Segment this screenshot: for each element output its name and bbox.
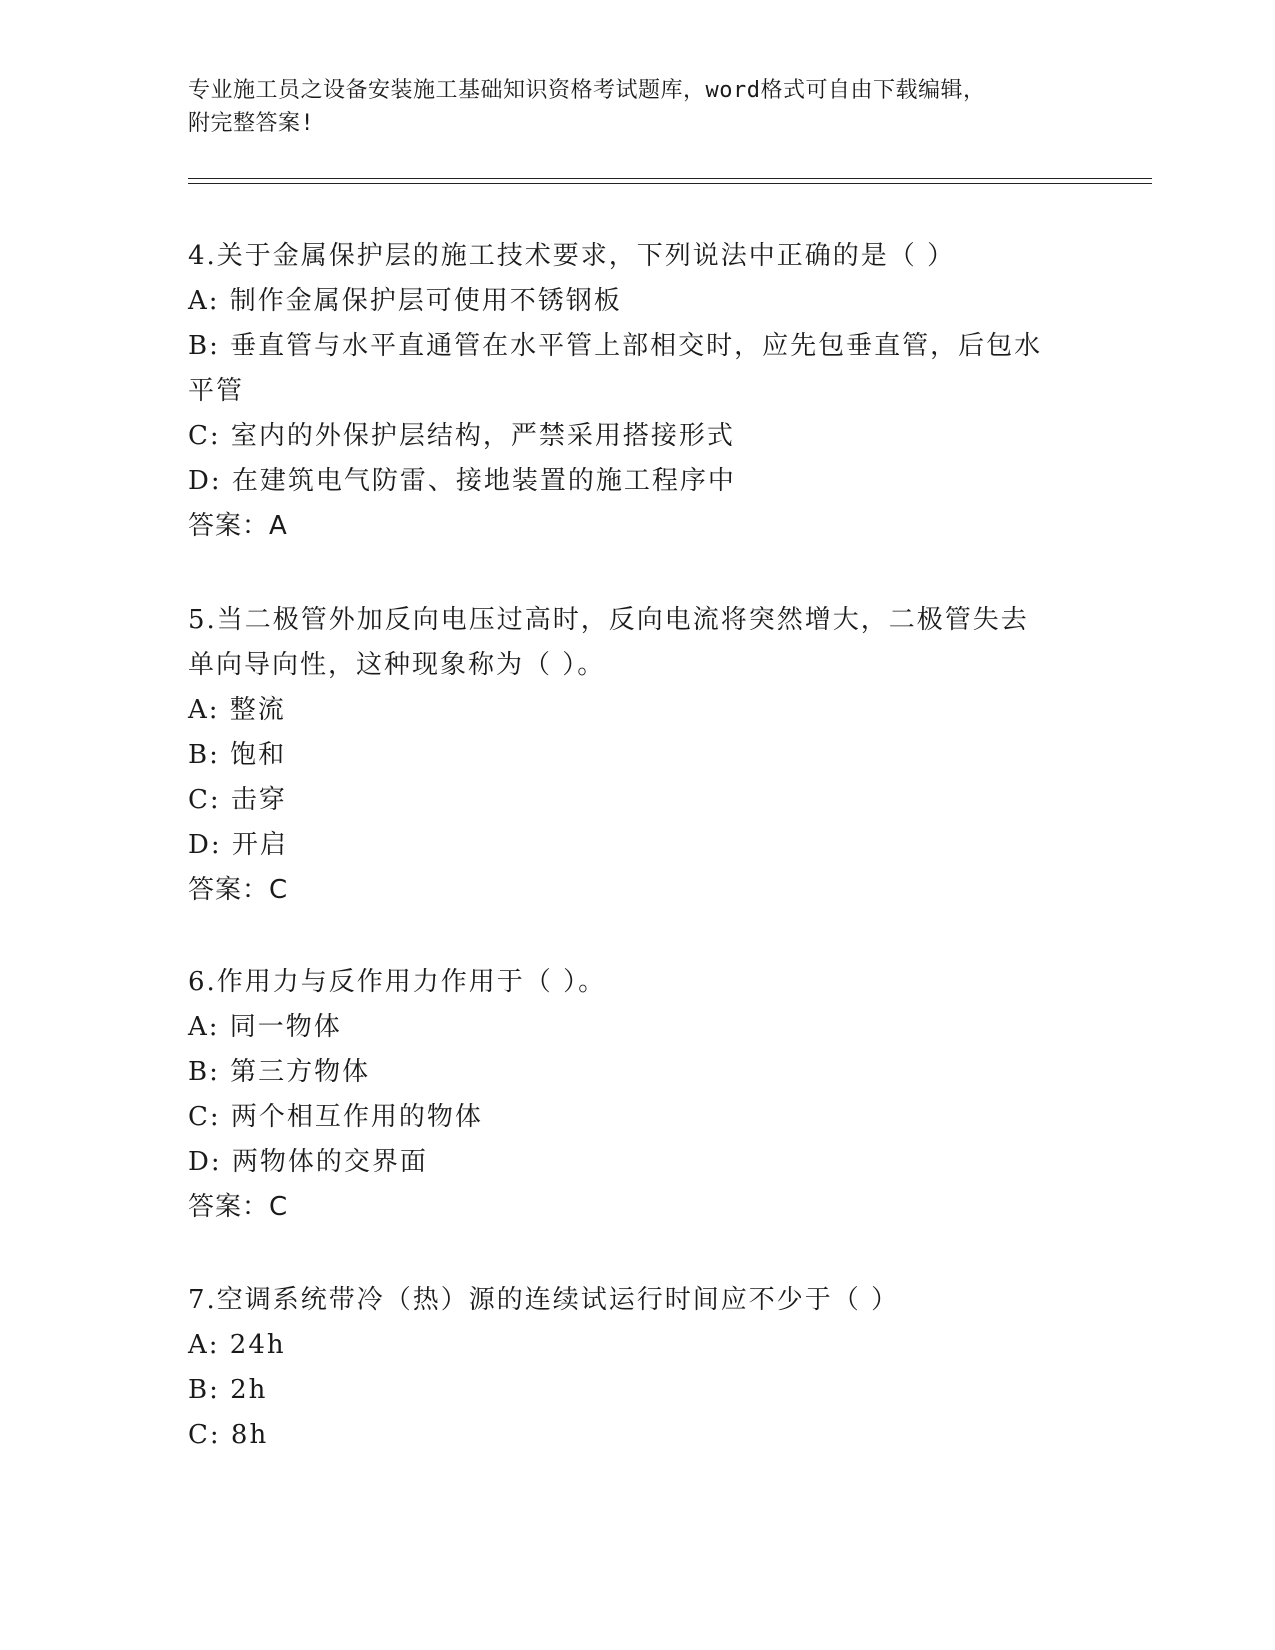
option-b: B: 第三方物体: [188, 1057, 371, 1087]
option-c: C: 室内的外保护层结构，严禁采用搭接形式: [188, 421, 735, 451]
question-text: 5.当二极管外加反向电压过高时，反向电流将突然增大，二极管失去: [188, 605, 1029, 635]
header-divider-bottom: [188, 183, 1152, 184]
question-7: [188, 1278, 1088, 1458]
answer: 答案：A: [188, 511, 288, 541]
question-text-continued: 单向导向性，这种现象称为（ ）。: [188, 650, 606, 680]
question-5: [188, 598, 1088, 913]
question-text: 4.关于金属保护层的施工技术要求，下列说法中正确的是（ ）: [188, 241, 956, 271]
option-b: B: 饱和: [188, 740, 287, 770]
option-d: D: 在建筑电气防雷、接地装置的施工程序中: [188, 466, 736, 496]
option-b-continued: 平管: [188, 376, 245, 406]
option-b: B: 垂直管与水平直通管在水平管上部相交时，应先包垂直管，后包水: [188, 331, 1043, 361]
question-text: 6.作用力与反作用力作用于（ ）。: [188, 967, 607, 997]
question-text: 7.空调系统带冷（热）源的连续试运行时间应不少于（ ）: [188, 1285, 900, 1315]
option-a: A: 同一物体: [188, 1012, 342, 1042]
option-c: C: 击穿: [188, 785, 287, 815]
answer: 答案：C: [188, 875, 289, 905]
header-divider-top: [188, 178, 1152, 179]
option-a: A: 整流: [188, 695, 286, 725]
option-b: B: 2h: [188, 1375, 268, 1405]
header-line-2: 附完整答案!: [188, 111, 315, 136]
header-line-1: 专业施工员之设备安装施工基础知识资格考试题库，word格式可自由下载编辑，: [188, 78, 986, 103]
option-d: D: 开启: [188, 830, 288, 860]
question-4: [188, 234, 1088, 549]
option-c: C: 两个相互作用的物体: [188, 1102, 483, 1132]
option-c: C: 8h: [188, 1420, 269, 1450]
answer: 答案：C: [188, 1192, 289, 1222]
option-a: A: 制作金属保护层可使用不锈钢板: [188, 286, 622, 316]
document-header: [188, 74, 1088, 140]
option-d: D: 两物体的交界面: [188, 1147, 428, 1177]
option-a: A: 24h: [188, 1330, 286, 1360]
question-6: [188, 960, 1088, 1230]
